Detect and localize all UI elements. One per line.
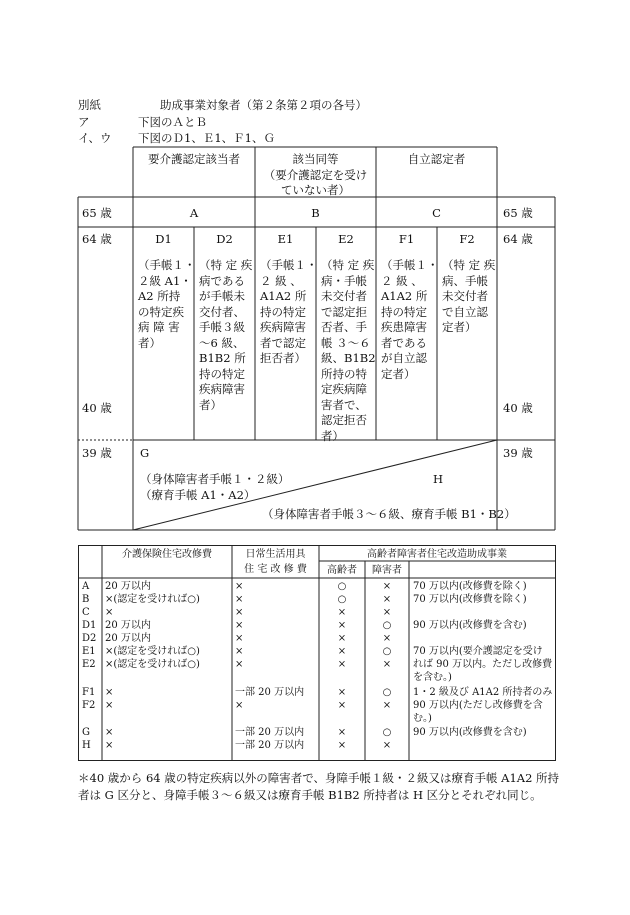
table-cell-c3: × <box>337 607 347 618</box>
item-a-text: 下図のＡとＢ <box>138 115 207 129</box>
table-cell-c2: × <box>235 700 244 711</box>
sub-d2: D2 <box>216 232 233 246</box>
table-cell-c5: 90 万以内(改修費を含む) <box>413 620 527 631</box>
table-cell-k: E1 <box>82 646 96 657</box>
age-65-left: 65 歳 <box>82 206 112 220</box>
table-cell-c4: × <box>382 700 392 711</box>
desc-d1: （手帳１・ ２級 A1・ A2 所持 の特定疾 病 障 害 者） <box>138 258 196 350</box>
footnote-line-2: 者は G 区分と、身障手帳３～６級又は療育手帳 B1B2 所持者は H 区分とそれぞれ同じ。 <box>78 788 542 802</box>
desc-d2: （特 定 疾 病である が手帳未 交付者、 手帳３級 ～6 級、 B1B2 所 持の特定 疾病障害 者） <box>199 258 253 412</box>
desc-f1: （手帳１・ ２ 級 、 A1A2 所 持の特定 疾患障害 者である が自立認 定者） <box>381 258 439 381</box>
th-care-insurance: 介護保険住宅改修費 <box>122 549 212 560</box>
group-g-desc-2: （療育手帳 A1・A2） <box>140 488 256 502</box>
table-cell-c2: × <box>235 581 244 592</box>
table-cell-c1: × <box>105 727 114 738</box>
table-cell-c3: × <box>337 727 347 738</box>
table-cell-k: D2 <box>82 633 97 644</box>
table-cell-c5: 1・2 級及び A1A2 所持者のみ <box>413 687 553 698</box>
table-cell-c1: 20 万以内 <box>105 581 151 592</box>
table-cell-c4: ○ <box>382 620 392 631</box>
sub-e1: E1 <box>277 232 294 246</box>
th-subsidy-program: 高齢者障害者住宅改造助成事業 <box>367 549 507 560</box>
group-a: A <box>189 206 199 220</box>
table-cell-c3: × <box>337 740 347 751</box>
table-cell-c3: ○ <box>337 594 347 605</box>
table-cell-c1: × <box>105 700 114 711</box>
desc-e1: （手帳１・ ２ 級 、 A1A2 所 持の特定 疾病障害 者で認定 拒否者） <box>260 258 318 365</box>
desc-f2: （特 定 疾 病、手帳 未交付者 で自立認 定者） <box>442 258 496 334</box>
table-cell-c2: × <box>235 594 244 605</box>
table-cell-c2: 一部 20 万以内 <box>235 687 305 698</box>
table-cell-k: D1 <box>82 620 97 631</box>
age-40-right: 40 歳 <box>503 401 533 415</box>
sub-f2: F2 <box>459 232 475 246</box>
sub-e2: E2 <box>338 232 354 246</box>
table-cell-c1: ×(認定を受ければ○) <box>105 646 200 657</box>
table-cell-c2: × <box>235 620 244 631</box>
th-elderly: 高齢者 <box>327 565 357 576</box>
table-cell-c1: ×(認定を受ければ○) <box>105 659 200 670</box>
table-cell-c2: × <box>235 633 244 644</box>
table-cell-c4: × <box>382 581 392 592</box>
th-disabled: 障害者 <box>372 565 402 576</box>
table-cell-c1: × <box>105 607 114 618</box>
table-cell-c4: × <box>382 659 392 670</box>
table-cell-c3: × <box>337 646 347 657</box>
table-cell-c4: × <box>382 633 392 644</box>
table-cell-k: E2 <box>82 659 96 670</box>
table-cell-c2: × <box>235 659 244 670</box>
table-cell-k: B <box>82 594 90 605</box>
group-h: H <box>433 472 444 486</box>
table-cell-c1: × <box>105 740 114 751</box>
table-cell-c5: を含む。) <box>413 672 452 683</box>
group-h-desc: （身体障害者手帳３～６級、療育手帳 B1・B2） <box>262 507 516 521</box>
table-cell-c4: × <box>382 607 392 618</box>
table-cell-c3: × <box>337 633 347 644</box>
col-header-equivalent: 該当同等 （要介護認定を受け ていない者） <box>263 152 368 197</box>
th-renovation-cost: 住 宅 改 修 費 <box>244 564 307 575</box>
age-39-right: 39 歳 <box>503 446 533 460</box>
item-a-label: ア <box>78 115 90 129</box>
table-cell-k: F1 <box>82 687 96 698</box>
table-cell-c4: ○ <box>382 646 392 657</box>
table-cell-c2: × <box>235 646 244 657</box>
age-64-right: 64 歳 <box>503 232 533 246</box>
table-cell-c3: × <box>337 687 347 698</box>
table-cell-c5: 70 万以内(改修費を除く) <box>413 581 527 592</box>
table-cell-c1: 20 万以内 <box>105 620 151 631</box>
table-cell-c4: ○ <box>382 687 392 698</box>
table-cell-k: C <box>82 607 90 618</box>
table-cell-c4: ○ <box>382 727 392 738</box>
table-cell-c2: 一部 20 万以内 <box>235 740 305 751</box>
table-cell-c3: × <box>337 620 347 631</box>
table-cell-c5: 70 万以内(改修費を除く) <box>413 594 527 605</box>
table-cell-c3: × <box>337 700 347 711</box>
col-header-independent: 自立認定者 <box>407 152 466 166</box>
table-cell-c3: × <box>337 659 347 670</box>
group-g-desc-1: （身体障害者手帳１・２級） <box>140 472 290 486</box>
table-cell-k: G <box>82 727 90 738</box>
footnote-line-1: ＊40 歳から 64 歳の特定疾病以外の障害者で、身障手帳１級・２級又は療育手帳 A1A2 所持 <box>78 771 560 785</box>
desc-e2: （特 定 疾 病・手帳 未交付者 で認定拒 否者、手 帳 ３～６ 級、B1B2 所持の特 定疾病障 害者で、 認定拒否 者） <box>321 258 376 443</box>
table-cell-c5: れば 90 万以内。ただし改修費 <box>413 659 553 670</box>
table-cell-c1: 20 万以内 <box>105 633 151 644</box>
sub-d1: D1 <box>155 232 172 246</box>
table-cell-c5: 90 万以内(改修費を含む) <box>413 727 527 738</box>
item-b-text: 下図のＤ1、Ｅ1、Ｆ1、Ｇ <box>138 131 275 145</box>
sub-f1: F1 <box>398 232 415 246</box>
table-cell-k: H <box>82 740 91 751</box>
table-cell-c4: × <box>382 740 392 751</box>
age-40-left: 40 歳 <box>82 401 112 415</box>
item-b-label: イ、ウ <box>78 131 112 145</box>
table-cell-c5: む。) <box>413 713 432 724</box>
group-g: G <box>140 446 150 460</box>
age-64-left: 64 歳 <box>82 232 112 246</box>
annex-label: 別紙 <box>78 98 101 112</box>
table-cell-c5: 90 万以内(ただし改修費を含 <box>413 700 543 711</box>
age-39-left: 39 歳 <box>82 446 112 460</box>
table-cell-c4: × <box>382 594 392 605</box>
table-cell-k: A <box>82 581 90 592</box>
age-65-right: 65 歳 <box>503 206 533 220</box>
table-cell-c2: × <box>235 607 244 618</box>
table-cell-c1: × <box>105 687 114 698</box>
annex-title: 助成事業対象者（第２条第２項の各号） <box>160 98 367 112</box>
th-daily-equipment: 日常生活用具 <box>245 549 306 560</box>
table-cell-c2: 一部 20 万以内 <box>235 727 305 738</box>
group-c: C <box>432 206 441 220</box>
table-cell-c3: ○ <box>337 581 347 592</box>
table-cell-c1: ×(認定を受ければ○) <box>105 594 200 605</box>
table-cell-k: F2 <box>82 700 96 711</box>
table-cell-c5: 70 万以内(要介護認定を受け <box>413 646 543 657</box>
col-header-care: 要介護認定該当者 <box>148 152 240 166</box>
group-b: B <box>311 206 320 220</box>
